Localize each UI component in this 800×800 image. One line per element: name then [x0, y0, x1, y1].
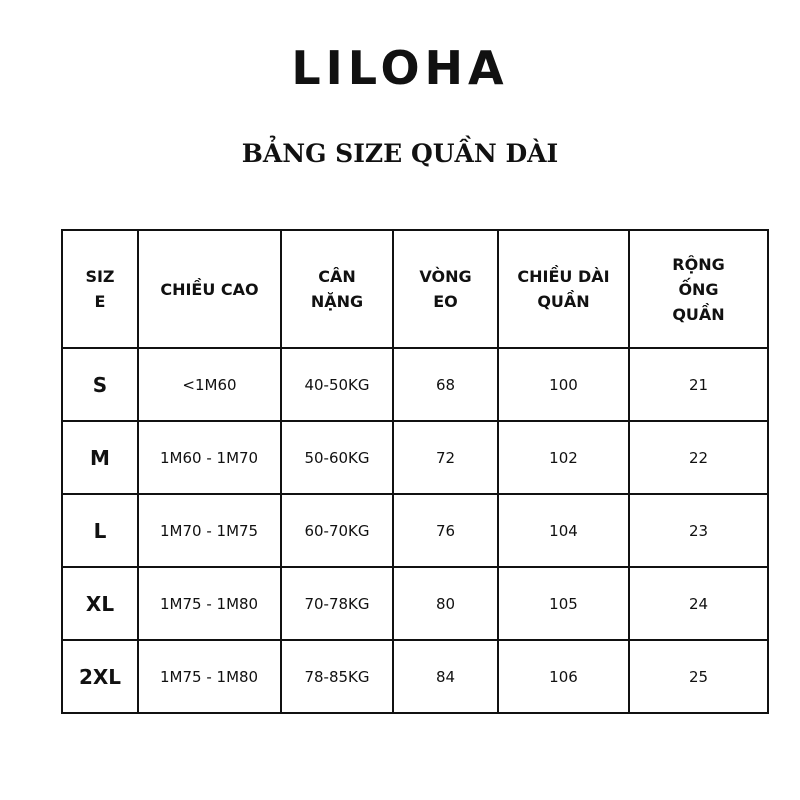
cell-height: 1M60 - 1M70: [138, 421, 281, 494]
table-row: [62, 348, 768, 421]
cell-size: S: [62, 348, 138, 421]
brand-logo: LILOHA: [291, 41, 509, 95]
cell-length: 106: [498, 640, 629, 713]
table-row: [62, 421, 768, 494]
header-weight: CÂN NẶNG: [281, 230, 393, 348]
cell-height: 1M70 - 1M75: [138, 494, 281, 567]
cell-length: 100: [498, 348, 629, 421]
cell-waist: 72: [393, 421, 498, 494]
cell-height: <1M60: [138, 348, 281, 421]
cell-leg-width: 23: [629, 494, 768, 567]
cell-waist: 80: [393, 567, 498, 640]
cell-length: 105: [498, 567, 629, 640]
cell-size: L: [62, 494, 138, 567]
cell-leg-width: 25: [629, 640, 768, 713]
cell-leg-width: 24: [629, 567, 768, 640]
cell-length: 102: [498, 421, 629, 494]
size-chart-table: [61, 229, 769, 714]
cell-leg-width: 22: [629, 421, 768, 494]
cell-weight: 78-85KG: [281, 640, 393, 713]
cell-leg-width: 21: [629, 348, 768, 421]
page-title: BẢNG SIZE QUẦN DÀI: [241, 139, 559, 168]
table-row: [62, 567, 768, 640]
header-size: SIZ E: [62, 230, 138, 348]
cell-height: 1M75 - 1M80: [138, 567, 281, 640]
table-row: [62, 494, 768, 567]
cell-size: 2XL: [62, 640, 138, 713]
table-row: [62, 640, 768, 713]
cell-height: 1M75 - 1M80: [138, 640, 281, 713]
cell-size: M: [62, 421, 138, 494]
cell-length: 104: [498, 494, 629, 567]
cell-weight: 70-78KG: [281, 567, 393, 640]
header-waist: VÒNG EO: [393, 230, 498, 348]
cell-waist: 68: [393, 348, 498, 421]
cell-weight: 60-70KG: [281, 494, 393, 567]
cell-size: XL: [62, 567, 138, 640]
header-height: CHIỀU CAO: [138, 230, 281, 348]
cell-waist: 84: [393, 640, 498, 713]
header-length: CHIỀU DÀI QUẦN: [498, 230, 629, 348]
cell-weight: 50-60KG: [281, 421, 393, 494]
header-leg-width: RỘNG ỐNG QUẦN: [629, 230, 768, 348]
cell-waist: 76: [393, 494, 498, 567]
table-header-row: [62, 230, 768, 348]
cell-weight: 40-50KG: [281, 348, 393, 421]
